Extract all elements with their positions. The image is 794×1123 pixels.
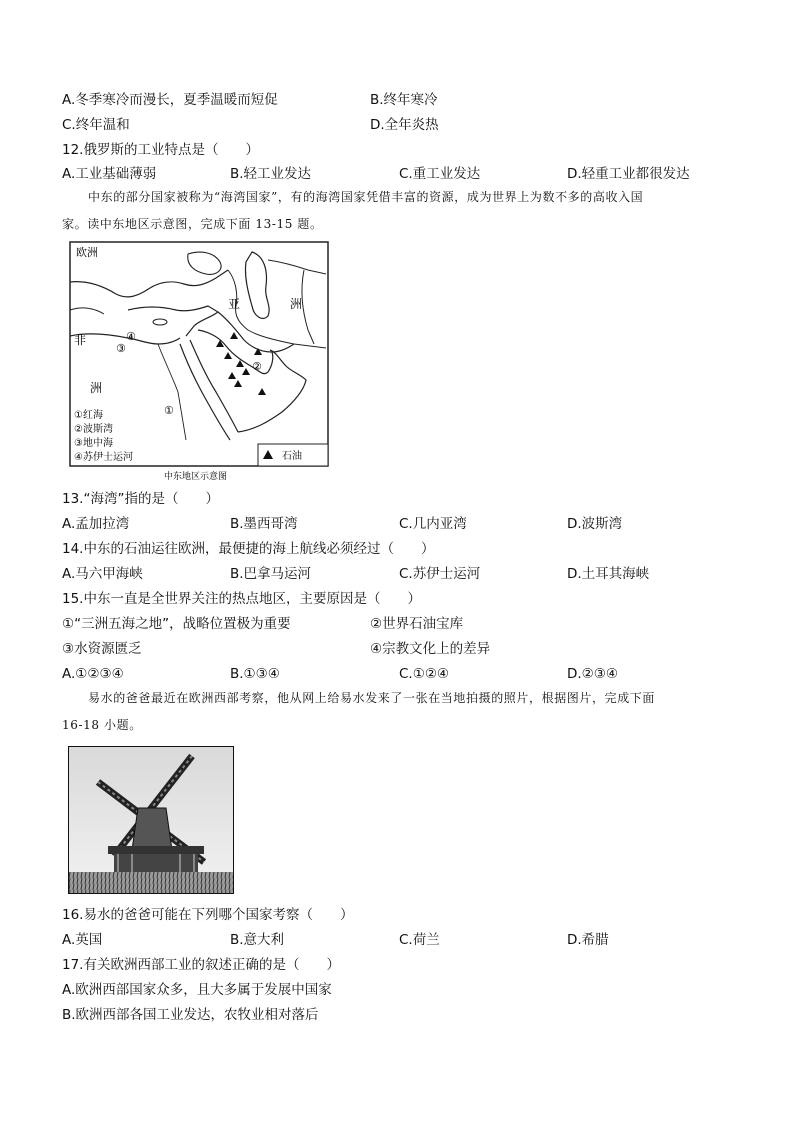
q15-statement-4: ④宗教文化上的差异 [370,641,491,657]
windmill-photo [68,746,234,894]
q11-option-d: D.全年炎热 [370,117,439,133]
map-legend-red-sea: ①红海 [74,410,103,421]
q13-question: 13.“海湾”指的是（ ） [62,491,219,507]
q13-option-d: D.波斯湾 [567,516,623,532]
q13-option-b: B.墨西哥湾 [230,516,298,532]
intro-16-18-line2: 16-18 小题。 [62,718,142,732]
map-legend-oil: 石油 [282,451,302,462]
q14-option-d: D.土耳其海峡 [567,566,650,582]
map-label-n4: ④ [126,330,136,343]
map-legend-mediterranean: ③地中海 [74,438,113,449]
q12-option-a: A.工业基础薄弱 [62,166,157,182]
q13-option-a: A.孟加拉湾 [62,516,130,532]
map-label-europe: 欧洲 [76,246,98,259]
q12-question: 12.俄罗斯的工业特点是（ ） [62,142,259,158]
q15-statement-1: ①“三洲五海之地”，战略位置极为重要 [62,616,291,632]
q15-option-a: A.①②③④ [62,666,124,682]
intro-13-15-line2: 家。读中东地区示意图，完成下面 13-15 题。 [62,217,323,231]
map-legend-suez-canal: ④苏伊士运河 [74,452,133,463]
q13-option-c: C.几内亚湾 [399,516,467,532]
q17-question: 17.有关欧洲西部工业的叙述正确的是（ ） [62,957,340,973]
q12-option-b: B.轻工业发达 [230,166,312,182]
q11-option-c: C.终年温和 [62,117,130,133]
q11-option-b: B.终年寒冷 [370,92,438,108]
q15-statement-2: ②世界石油宝库 [370,616,464,632]
middle-east-map [68,240,330,483]
q15-question: 15.中东一直是全世界关注的热点地区，主要原因是（ ） [62,591,421,607]
map-label-n2: ② [252,360,262,373]
map-label-africa-1: 非 [74,333,87,347]
q16-option-d: D.希腊 [567,932,609,948]
map-caption: 中东地区示意图 [164,472,228,482]
q11-option-a: A.冬季寒冷而漫长，夏季温暖而短促 [62,92,278,108]
q16-option-b: B.意大利 [230,932,285,948]
q14-option-c: C.苏伊士运河 [399,566,481,582]
map-label-asia-2: 洲 [290,297,303,311]
q15-option-d: D.②③④ [567,666,618,682]
q14-option-a: A.马六甲海峡 [62,566,143,582]
map-label-n1: ① [164,404,174,417]
map-label-n3: ③ [116,342,126,355]
q17-option-a: A.欧洲西部国家众多，且大多属于发展中国家 [62,982,332,998]
q15-option-b: B.①③④ [230,666,280,682]
intro-13-15 [62,184,734,238]
map-legend-persian-gulf: ②波斯湾 [74,424,113,435]
intro-16-18-line1: 易水的爸爸最近在欧洲西部考察，他从网上给易水发来了一张在当地拍摄的照片，根据图片，完成下面 [88,691,656,705]
q16-question: 16.易水的爸爸可能在下列哪个国家考察（ ） [62,907,354,923]
q14-question: 14.中东的石油运往欧洲，最便捷的海上航线必须经过（ ） [62,541,435,557]
map-label-africa-2: 洲 [90,381,103,395]
q12-option-c: C.重工业发达 [399,166,481,182]
q12-option-d: D.轻重工业都很发达 [567,166,690,182]
intro-13-15-line1: 中东的部分国家被称为“海湾国家”，有的海湾国家凭借丰富的资源，成为世界上为数不多的高收入国 [88,190,644,204]
q17-option-b: B.欧洲西部各国工业发达，农牧业相对落后 [62,1007,319,1023]
q16-option-a: A.英国 [62,932,103,948]
q14-option-b: B.巴拿马运河 [230,566,312,582]
q16-option-c: C.荷兰 [399,932,440,948]
q15-statement-3: ③水资源匮乏 [62,641,142,657]
intro-16-18 [62,685,734,739]
map-label-asia-1: 亚 [228,297,241,311]
q15-option-c: C.①②④ [399,666,450,682]
